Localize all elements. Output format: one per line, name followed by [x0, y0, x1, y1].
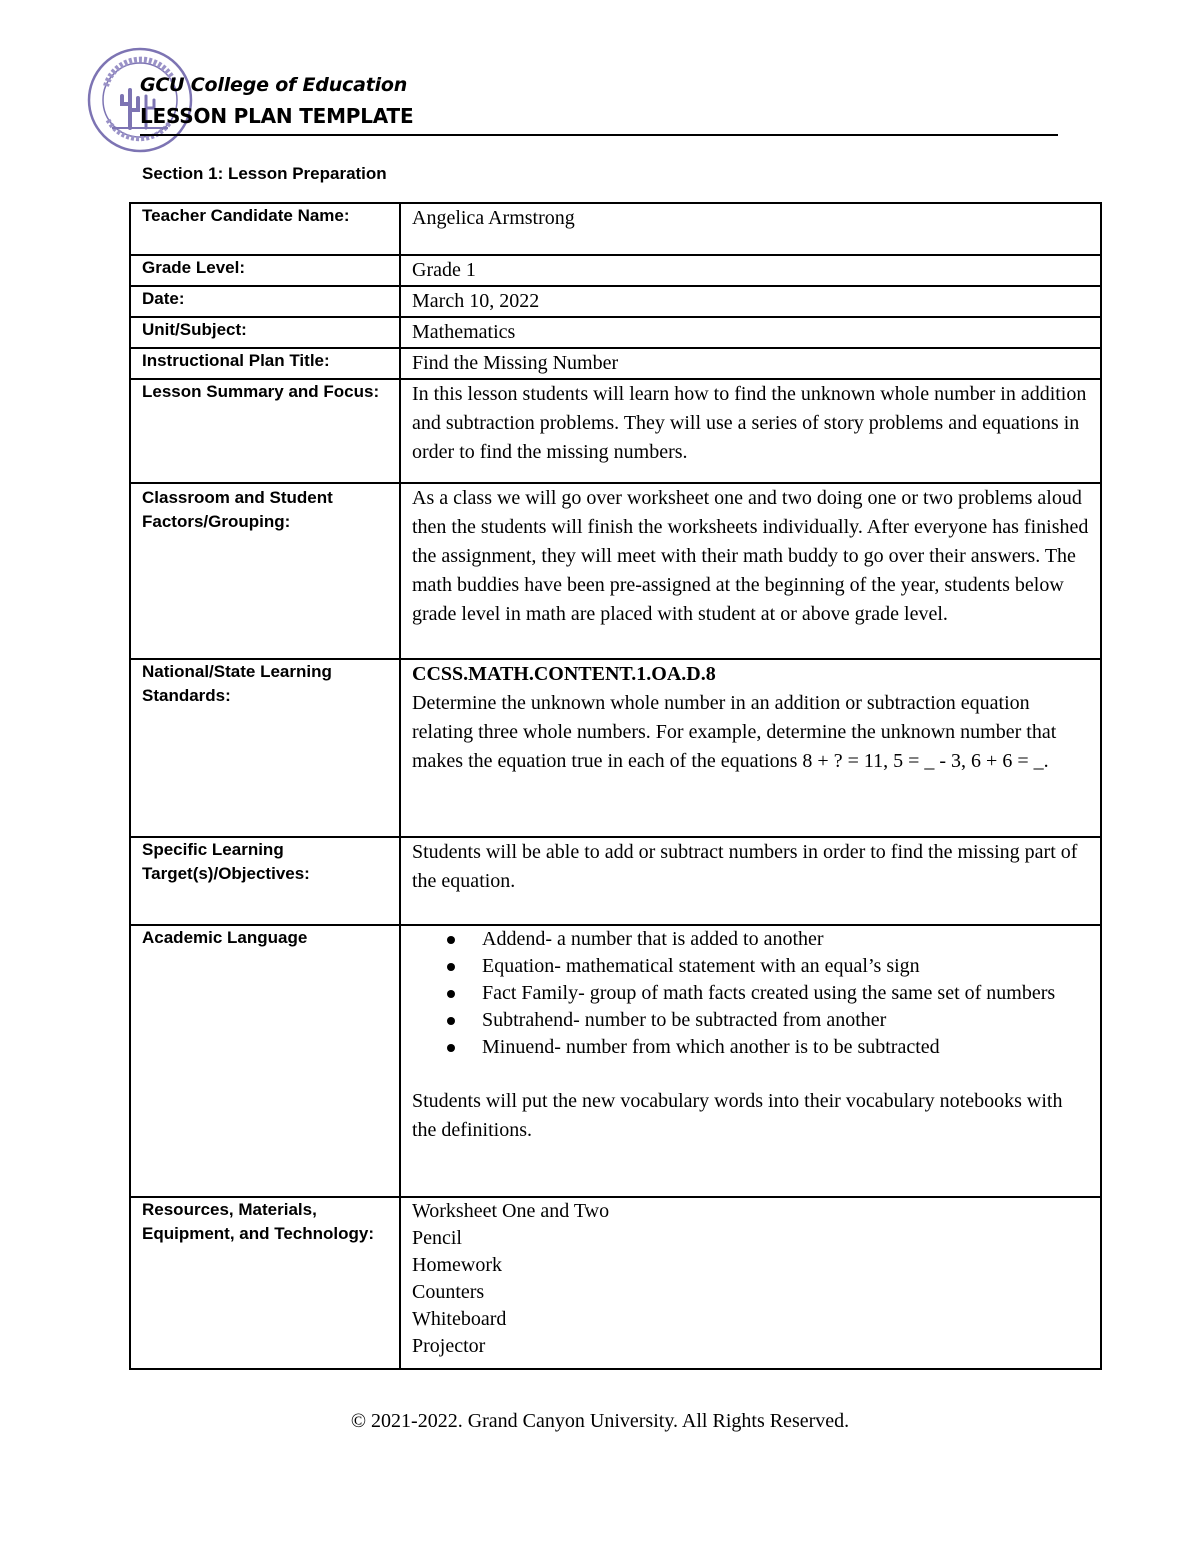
resources-cell [400, 1197, 1101, 1369]
vocabulary-item: Equation- mathematical statement with an equal’s sign [482, 953, 1090, 980]
university-seal-logo [86, 46, 194, 154]
objectives-value: Students will be able to add or subtract numbers in order to find the missing part of the equation. [400, 837, 1101, 925]
table-row-classroom [130, 483, 1101, 659]
resource-item: Worksheet One and Two [412, 1200, 610, 1222]
college-name: GCU College of Education [140, 74, 408, 96]
table-row-objectives [130, 837, 1101, 925]
standard-code: CCSS.MATH.CONTENT.1.OA.D.8 [412, 663, 716, 685]
grade-value: Grade 1 [400, 255, 1101, 286]
plan-title-label: Instructional Plan Title: [130, 348, 400, 379]
resource-item: Counters [412, 1281, 485, 1303]
resources-label: Resources, Materials, Equipment, and Technology: [130, 1197, 400, 1369]
table-row-summary [130, 379, 1101, 483]
academic-language-label: Academic Language [130, 925, 400, 1197]
classroom-value: As a class we will go over worksheet one and two doing one or two problems aloud then the students will finish the worksheets individually. After everyone has finished the assignment, they will meet with their math buddy to go over their answers. The math buddies have been pre-assigned at the beginning of the year, students below grade level in math are placed with student at or above grade level. [400, 483, 1101, 659]
teacher-label: Teacher Candidate Name: [130, 203, 400, 255]
vocabulary-item: Minuend- number from which another is to be subtracted [482, 1034, 1090, 1061]
date-value: March 10, 2022 [400, 286, 1101, 317]
standard-description: Determine the unknown whole number in an addition or subtraction equation relating three whole numbers. For example, determine the unknown number that makes the equation true in each of the equations 8 + ? = 11, 5 = _ - 3, 6 + 6 = _. [412, 692, 1057, 772]
table-row-resources [130, 1197, 1101, 1369]
table-row-academic-language [130, 925, 1101, 1197]
summary-value: In this lesson students will learn how to find the unknown whole number in addition and subtraction problems. They will use a series of story problems and equations in order to find the missing numbers. [400, 379, 1101, 483]
date-label: Date: [130, 286, 400, 317]
table-row-standards [130, 659, 1101, 837]
vocabulary-item: Fact Family- group of math facts created using the same set of numbers [482, 980, 1090, 1007]
unit-label: Unit/Subject: [130, 317, 400, 348]
standards-label: National/State Learning Standards: [130, 659, 400, 837]
teacher-value: Angelica Armstrong [400, 203, 1101, 255]
standards-cell [400, 659, 1101, 837]
template-title: LESSON PLAN TEMPLATE [140, 104, 414, 128]
vocabulary-item: Addend- a number that is added to another [482, 926, 1090, 953]
grade-label: Grade Level: [130, 255, 400, 286]
table-row-date [130, 286, 1101, 317]
table-row-grade [130, 255, 1101, 286]
objectives-label: Specific Learning Target(s)/Objectives: [130, 837, 400, 925]
classroom-label: Classroom and Student Factors/Grouping: [130, 483, 400, 659]
header-divider [140, 134, 1058, 136]
table-row-teacher [130, 203, 1101, 255]
section-title: Section 1: Lesson Preparation [142, 164, 387, 183]
lesson-plan-table [129, 202, 1102, 1370]
table-row-unit [130, 317, 1101, 348]
resource-item: Pencil [412, 1227, 462, 1249]
copyright-footer: © 2021-2022. Grand Canyon University. All Rights Reserved. [350, 1410, 850, 1432]
unit-value: Mathematics [400, 317, 1101, 348]
resource-item: Homework [412, 1254, 502, 1276]
plan-title-value: Find the Missing Number [400, 348, 1101, 379]
academic-language-cell [400, 925, 1101, 1197]
vocabulary-item: Subtrahend- number to be subtracted from another [482, 1007, 1090, 1034]
vocabulary-note: Students will put the new vocabulary words into their vocabulary notebooks with the definitions. [412, 1090, 1063, 1141]
resource-item: Projector [412, 1335, 486, 1357]
resource-item: Whiteboard [412, 1308, 507, 1330]
summary-label: Lesson Summary and Focus: [130, 379, 400, 483]
vocabulary-list [412, 926, 1090, 1061]
table-row-title [130, 348, 1101, 379]
